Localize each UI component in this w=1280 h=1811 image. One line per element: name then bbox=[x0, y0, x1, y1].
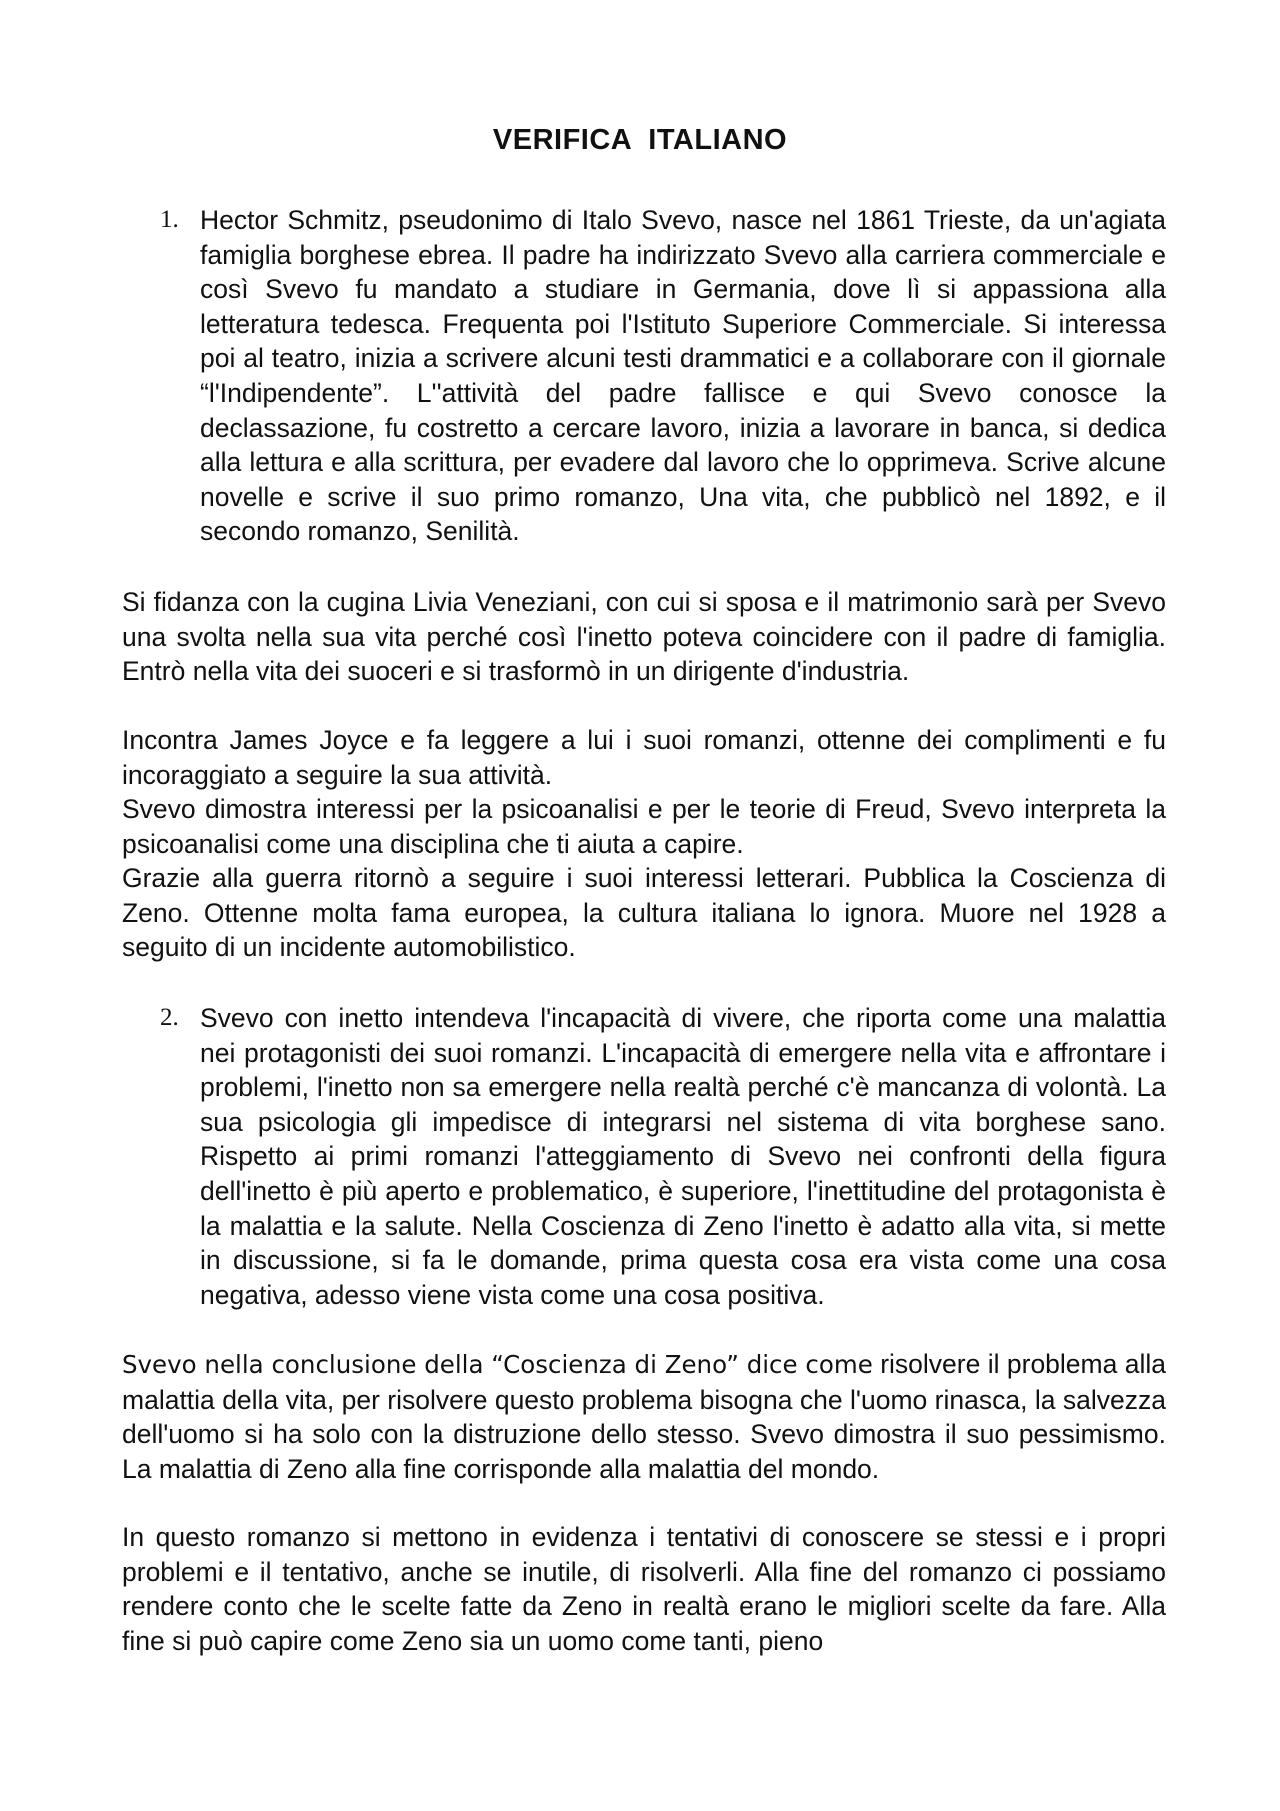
paragraph-conclusion-rest: risolvere il problema alla malattia della vita, per risolvere questo problema bisogna che l'uomo rinasca, la salvezza dell'uomo si ha solo con la distruzione dello stesso. Svevo dimostra il suo pessimismo. La malattia di Zeno alla fine corrisponde alla malattia del mondo. bbox=[122, 1349, 1166, 1484]
paragraph-war: Grazie alla guerra ritornò a seguire i suoi interessi letterari. Pubblica la Coscienza di Zeno. Ottenne molta fama europea, la cultura italiana lo ignora. Muore nel 1928 a seguito di un incidente automobilistico. bbox=[122, 863, 1166, 963]
list-item-number: 1. bbox=[160, 206, 179, 233]
paragraph-conclusion-lead: Svevo nella conclusione della “Coscienza di Zeno” dice come bbox=[122, 1350, 873, 1379]
list-item-text: Svevo con inetto intendeva l'incapacità di vivere, che riporta come una malattia nei protagonisti dei suoi romanzi. L'incapacità di emergere nella vita e affrontare i problemi, l'inetto non sa emergere nella realtà perché c'è mancanza di volontà. La sua psicologia gli impedisce di integrarsi nel sistema di vita borghese sano. Rispetto ai primi romanzi l'atteggiamento di Svevo nei confronti della figura dell'inetto è più aperto e problematico, è superiore, l'inettitudine del protagonista è la malattia e la salute. Nella Coscienza di Zeno l'inetto è adatto alla vita, si mette in discussione, si fa le domande, prima questa cosa era vista come una cosa negativa, adesso viene vista come una cosa positiva. bbox=[200, 1003, 1166, 1310]
paragraph-conclusion bbox=[122, 1347, 1166, 1486]
list-item-text: Hector Schmitz, pseudonimo di Italo Svevo, nasce nel 1861 Trieste, da un'agiata famiglia borghese ebrea. Il padre ha indirizzato Svevo alla carriera commerciale e così Svevo fu mandato a studiare in Germania, dove lì si appassiona alla letteratura tedesca. Frequenta poi l'Istituto Superiore Commerciale. Si interessa poi al teatro, inizia a scrivere alcuni testi drammatici e a collaborare con il giornale “l'Indipendente”. L''attività del padre fallisce e qui Svevo conosce la declassazione, fu costretto a cercare lavoro, inizia a lavorare in banca, si dedica alla lettura e alla scrittura, per evadere dal lavoro che lo opprimeva. Scrive alcune novelle e scrive il suo primo romanzo, Una vita, che pubblicò nel 1892, e il secondo romanzo, Senilità. bbox=[200, 205, 1166, 547]
list-item-number: 2. bbox=[160, 1004, 179, 1031]
list-item-1 bbox=[160, 203, 1166, 549]
list-item-2 bbox=[160, 1001, 1166, 1312]
paragraph-joyce: Incontra James Joyce e fa leggere a lui i suoi romanzi, ottenne dei complimenti e fu incoraggiato a seguire la sua attività. bbox=[122, 725, 1166, 790]
paragraph-novel: In questo romanzo si mettono in evidenza i tentativi di conoscere se stessi e i propri problemi e il tentativo, anche se inutile, di risolverli. Alla fine del romanzo ci possiamo rendere conto che le scelte fatte da Zeno in realtà erano le migliori scelte da fare. Alla fine si può capire come Zeno sia un uomo come tanti, pieno bbox=[122, 1522, 1166, 1656]
document-title: VERIFICA ITALIANO bbox=[492, 124, 788, 156]
paragraph-marriage: Si fidanza con la cugina Livia Veneziani, con cui si sposa e il matrimonio sarà per Svevo una svolta nella sua vita perché così l'inetto poteva coincidere con il padre di famiglia. Entrò nella vita dei suoceri e si trasformò in un dirigente d'industria. bbox=[122, 587, 1166, 687]
paragraph-psychoanalysis: Svevo dimostra interessi per la psicoanalisi e per le teorie di Freud, Svevo interpreta la psicoanalisi come una disciplina che ti aiuta a capire. bbox=[122, 794, 1166, 859]
